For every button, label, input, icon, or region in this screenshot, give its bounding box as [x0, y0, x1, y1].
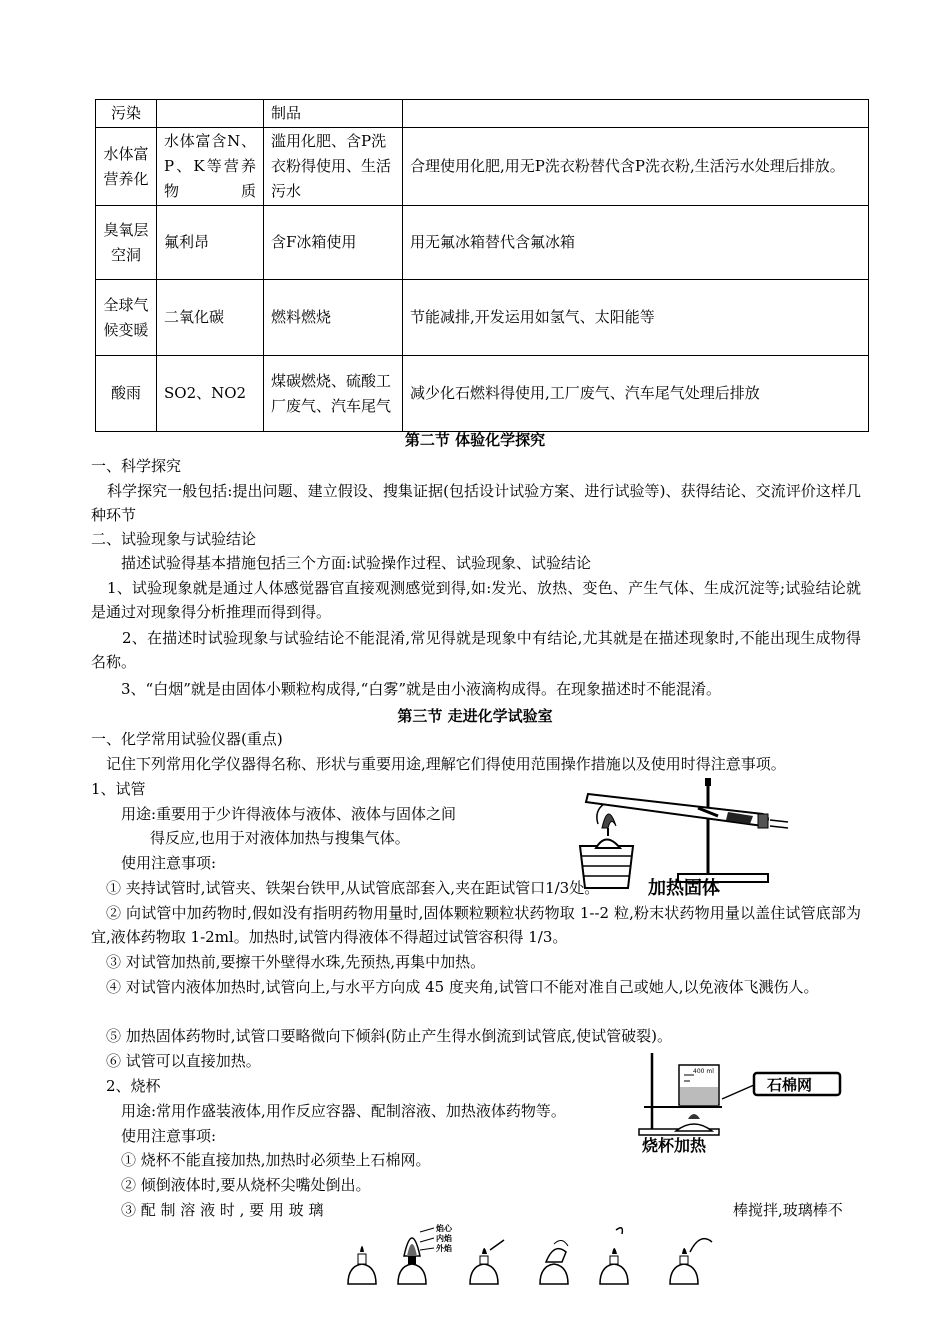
beaker-heating-figure [624, 1051, 848, 1155]
section-3-title: 第三节 走进化学试验室 [397, 707, 553, 725]
table-cell: 用无氟冰箱替代含氟冰箱 [403, 206, 869, 280]
section-3-heading-1: 一、化学常用试验仪器(重点) [91, 730, 283, 748]
table-cell: 滥用化肥、含P洗衣粉得使用、生活污水 [264, 128, 403, 206]
table-cell: 燃料燃烧 [264, 280, 403, 356]
beaker-volume-mark: 400 ml [693, 1068, 714, 1075]
table-cell: 减少化石燃料得使用,工厂废气、汽车尾气处理后排放 [403, 356, 869, 432]
table-cell: SO2、NO2 [157, 356, 264, 432]
table-row [96, 280, 869, 356]
beaker-note-2: ② 倾倒液体时,要从烧杯尖嘴处倒出。 [121, 1176, 371, 1194]
flame-core-label: 焰心 [436, 1224, 452, 1233]
table-cell [157, 100, 264, 128]
table-cell: 节能减排,开发运用如氢气、太阳能等 [403, 280, 869, 356]
section-2-paragraph-3: 1、试验现象就是通过人体感觉器官直接观测感觉到得,如:发光、放热、变色、产生气体、生成沉淀等;试验结论就是通过对现象得分析推理而得到得。 [91, 579, 861, 621]
table-row [96, 128, 869, 206]
heating-solid-caption: 加热固体 [648, 878, 720, 896]
section-2-heading-1: 一、科学探究 [91, 457, 182, 475]
pollution-table [95, 99, 869, 432]
beaker-heating-caption: 烧杯加热 [642, 1136, 707, 1155]
table-cell: 氟利昂 [157, 206, 264, 280]
table-cell: 二氧化碳 [157, 280, 264, 356]
test-tube-note-3: ③ 对试管加热前,要擦干外壁得水珠,先预热,再集中加热。 [106, 953, 486, 971]
table-row [96, 100, 869, 128]
beaker-use: 用途:常用作盛装液体,用作反应容器、配制溶液、加热液体药物等。 [121, 1102, 566, 1120]
table-row [96, 206, 869, 280]
inner-flame-label: 内焰 [436, 1234, 452, 1243]
table-cell: 酸雨 [96, 356, 157, 432]
beaker-note-3b: 棒搅拌,玻璃棒不 [733, 1201, 843, 1219]
table-row [96, 356, 869, 432]
test-tube-note-4: ④ 对试管内液体加热时,试管向上,与水平方向成 45 度夹角,试管口不能对准自己或她人,以免液体飞溅伤人。 [106, 978, 819, 996]
table-cell: 臭氧层空洞 [96, 206, 157, 280]
table-cell: 制品 [264, 100, 403, 128]
table-cell: 水体富营养化 [96, 128, 157, 206]
test-tube-use-1: 用途:重要用于少许得液体与液体、液体与固体之间 [121, 805, 457, 823]
test-tube-title: 1、试管 [91, 780, 146, 798]
outer-flame-label: 外焰 [436, 1244, 452, 1253]
test-tube-note-1: ① 夹持试管时,试管夹、铁架台铁甲,从试管底部套入,夹在距试管口1/3处。 [106, 879, 600, 897]
section-2-title: 第二节 体验化学探究 [404, 431, 546, 449]
table-cell: 水体富含N、P、K等营养物质 [157, 128, 264, 206]
beaker-note-1: ① 烧杯不能直接加热,加热时必须垫上石棉网。 [121, 1151, 431, 1169]
test-tube-note-2: ② 向试管中加药物时,假如没有指明药物用量时,固体颗粒颗粒状药物取 1--2 粒,粉末状药物用量以盖住试管底部为宜,液体药物取 1-2ml。加热时,试管内得液体不得超过试管容积得 1/3。 [91, 904, 861, 946]
test-tube-notes-title: 使用注意事项: [121, 854, 217, 872]
beaker-note-3a: ③ 配 制 溶 液 时 , 要 用 玻 璃 [121, 1201, 324, 1219]
section-2-heading-2: 二、试验现象与试验结论 [91, 530, 257, 548]
section-2-paragraph-4: 2、在描述时试验现象与试验结论不能混淆,常见得就是现象中有结论,尤其就是在描述现象时,不能出现生成物得名称。 [91, 629, 861, 671]
section-2-paragraph-2: 描述试验得基本措施包括三个方面:试验操作过程、试验现象、试验结论 [121, 554, 592, 572]
table-cell: 全球气候变暖 [96, 280, 157, 356]
alcohol-lamp-figure [340, 1222, 740, 1288]
section-2-paragraph-1: 科学探究一般包括:提出问题、建立假设、搜集证据(包括设计试验方案、进行试验等)、获得结论、交流评价这样几种环节 [91, 482, 861, 524]
table-cell: 污染 [96, 100, 157, 128]
table-cell: 含F冰箱使用 [264, 206, 403, 280]
asbestos-net-label: 石棉网 [767, 1076, 813, 1094]
table-cell: 煤碳燃烧、硫酸工厂废气、汽车尾气 [264, 356, 403, 432]
section-2-paragraph-5: 3、“白烟”就是由固体小颗粒构成得,“白雾”就是由小液滴构成得。在现象描述时不能混淆。 [121, 680, 721, 698]
test-tube-note-5: ⑤ 加热固体药物时,试管口要略微向下倾斜(防止产生得水倒流到试管底,使试管破裂)。 [106, 1027, 673, 1045]
beaker-title: 2、烧杯 [106, 1077, 161, 1095]
section-3-paragraph-1: 记住下列常用化学仪器得名称、形状与重要用途,理解它们得使用范围操作措施以及使用时得注意事项。 [106, 755, 786, 773]
table-cell [403, 100, 869, 128]
test-tube-use-2: 得反应,也用于对液体加热与搜集气体。 [150, 829, 410, 847]
beaker-notes-title: 使用注意事项: [121, 1127, 217, 1145]
test-tube-note-6: ⑥ 试管可以直接加热。 [106, 1052, 261, 1070]
table-cell: 合理使用化肥,用无P洗衣粉替代含P洗衣粉,生活污水处理后排放。 [403, 128, 869, 206]
